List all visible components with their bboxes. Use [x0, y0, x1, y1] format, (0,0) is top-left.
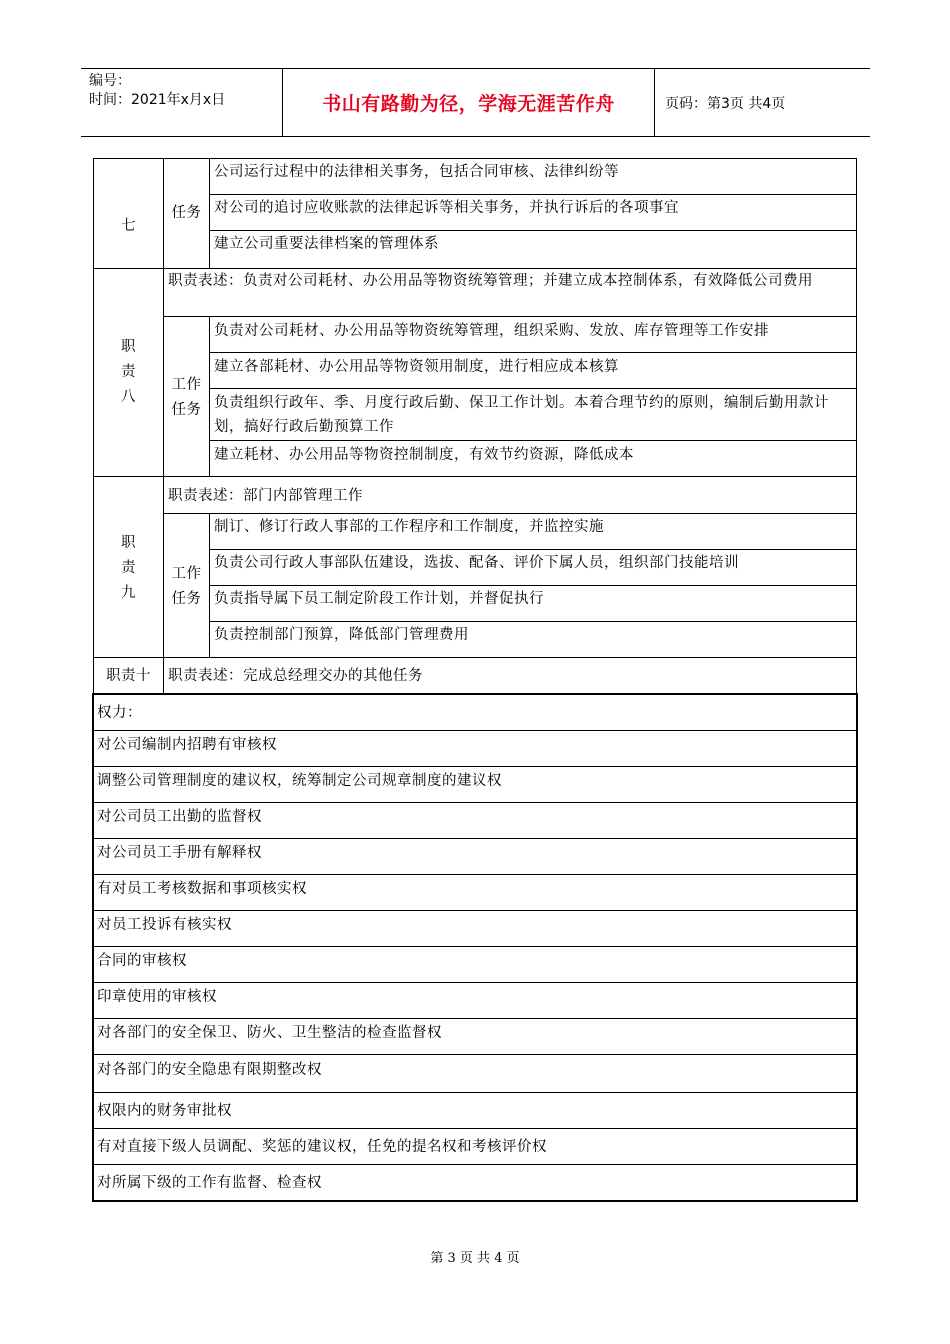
- col-separator-2b: [209, 316, 210, 476]
- row-line: [93, 982, 857, 983]
- table-border-right: [856, 158, 857, 695]
- duty10-summary: 职责表述：完成总经理交办的其他任务: [168, 668, 423, 684]
- page-info: 页码：第3页 共4页: [665, 95, 786, 112]
- row-line: [209, 621, 857, 622]
- duty9-task-3: 负责指导属下员工制定阶段工作计划，并督促执行: [214, 591, 544, 607]
- power-item: 对各部门的安全保卫、防火、卫生整洁的检查监督权: [97, 1025, 442, 1041]
- power-item: 合同的审核权: [97, 953, 187, 969]
- power-item: 调整公司管理制度的建议权，统筹制定公司规章制度的建议权: [97, 773, 502, 789]
- duty9-task-label-1: 工作: [171, 566, 202, 582]
- powers-border-left: [92, 693, 94, 1202]
- duty8-label-2: 责: [121, 364, 136, 380]
- row-line: [93, 476, 857, 477]
- duty8-task-label-1: 工作: [171, 377, 202, 393]
- row-line: [93, 838, 857, 839]
- duty7-task-2: 对公司的追讨应收账款的法律起诉等相关事务，并执行诉后的各项事宜: [214, 200, 679, 216]
- row-line: [93, 1018, 857, 1019]
- page-header: [81, 68, 870, 137]
- duty8-task-3: 负责组织行政年、季、月度行政后勤、保卫工作计划。本着合理节约的原则，编制后勤用款计划，搞好行政后勤预算工作: [214, 395, 829, 435]
- table-border-left: [93, 158, 94, 695]
- duty8-summary: 职责表述：负责对公司耗材、办公用品等物资统筹管理；并建立成本控制体系，有效降低公司费用: [168, 273, 813, 289]
- duty9-summary: 职责表述：部门内部管理工作: [168, 488, 363, 504]
- header-page-cell: [655, 69, 870, 136]
- row-line: [209, 440, 857, 441]
- duty8-label-3: 八: [121, 389, 136, 405]
- col-separator-1: [163, 158, 164, 695]
- powers-border-bottom: [93, 1200, 858, 1202]
- row-line: [93, 1128, 857, 1129]
- duty8-task-4: 建立耗材、办公用品等物资控制制度，有效节约资源，降低成本: [214, 447, 634, 463]
- duty9-task-1: 制订、修订行政人事部的工作程序和工作制度，并监控实施: [214, 519, 604, 535]
- power-item: 对员工投诉有核实权: [97, 917, 232, 933]
- header-meta: [81, 69, 283, 136]
- duty7-task-label: 任务: [171, 205, 202, 221]
- row-line: [93, 946, 857, 947]
- power-item: 对所属下级的工作有监督、检查权: [97, 1175, 322, 1191]
- power-item: 对公司编制内招聘有审核权: [97, 737, 277, 753]
- power-item: 对各部门的安全隐患有限期整改权: [97, 1062, 322, 1078]
- power-item: 对公司员工手册有解释权: [97, 845, 262, 861]
- duty9-task-label-2: 任务: [171, 591, 202, 607]
- row-line: [209, 352, 857, 353]
- row-line: [93, 1164, 857, 1165]
- row-line: [93, 1092, 857, 1093]
- duty8-label-1: 职: [121, 339, 136, 355]
- row-line: [93, 766, 857, 767]
- power-item: 印章使用的审核权: [97, 989, 217, 1005]
- duty8-task-label-2: 任务: [171, 402, 202, 418]
- duty9-label-2: 责: [121, 560, 136, 576]
- duty9-label-3: 九: [121, 585, 136, 601]
- powers-title: 权力：: [97, 705, 142, 721]
- row-line: [209, 230, 857, 231]
- duty7-task-1: 公司运行过程中的法律相关事务，包括合同审核、法律纠纷等: [214, 164, 619, 180]
- row-line: [93, 730, 857, 731]
- duty10-label: 职责十: [106, 668, 151, 684]
- row-line: [163, 513, 857, 514]
- document-number-label: 编号：: [89, 73, 131, 89]
- row-line: [93, 693, 857, 695]
- row-line: [163, 316, 857, 317]
- col-separator-2a: [209, 158, 210, 268]
- duty9-task-2: 负责公司行政人事部队伍建设，选拔、配备、评价下属人员，组织部门技能培训: [214, 555, 739, 571]
- duty7-index: 七: [121, 218, 136, 234]
- powers-border-right: [856, 693, 858, 1202]
- power-item: 权限内的财务审批权: [97, 1103, 232, 1119]
- table-border-top: [93, 158, 857, 159]
- row-line: [209, 549, 857, 550]
- document-date-label: 时间：2021年x月x日: [89, 92, 226, 108]
- row-line: [209, 194, 857, 195]
- duty9-label-1: 职: [121, 535, 136, 551]
- row-line: [93, 802, 857, 803]
- row-line: [209, 388, 857, 389]
- duty7-task-3: 建立公司重要法律档案的管理体系: [214, 236, 439, 252]
- power-item: 对公司员工出勤的监督权: [97, 809, 262, 825]
- row-line: [93, 657, 857, 658]
- header-motto-cell: [283, 69, 655, 136]
- power-item: 有对员工考核数据和事项核实权: [97, 881, 307, 897]
- row-line: [93, 1054, 857, 1055]
- power-item: 有对直接下级人员调配、奖惩的建议权，任免的提名权和考核评价权: [97, 1139, 547, 1155]
- duty8-task-2: 建立各部耗材、办公用品等物资领用制度，进行相应成本核算: [214, 359, 619, 375]
- duty8-task-1: 负责对公司耗材、办公用品等物资统筹管理，组织采购、发放、库存管理等工作安排: [214, 323, 769, 339]
- duty9-task-4: 负责控制部门预算，降低部门管理费用: [214, 627, 469, 643]
- motto-text: 书山有路勤为径，学海无涯苦作舟: [322, 93, 615, 115]
- page-footer: 第 3 页 共 4 页: [430, 1251, 520, 1266]
- row-line: [93, 910, 857, 911]
- row-line: [209, 585, 857, 586]
- row-line: [93, 874, 857, 875]
